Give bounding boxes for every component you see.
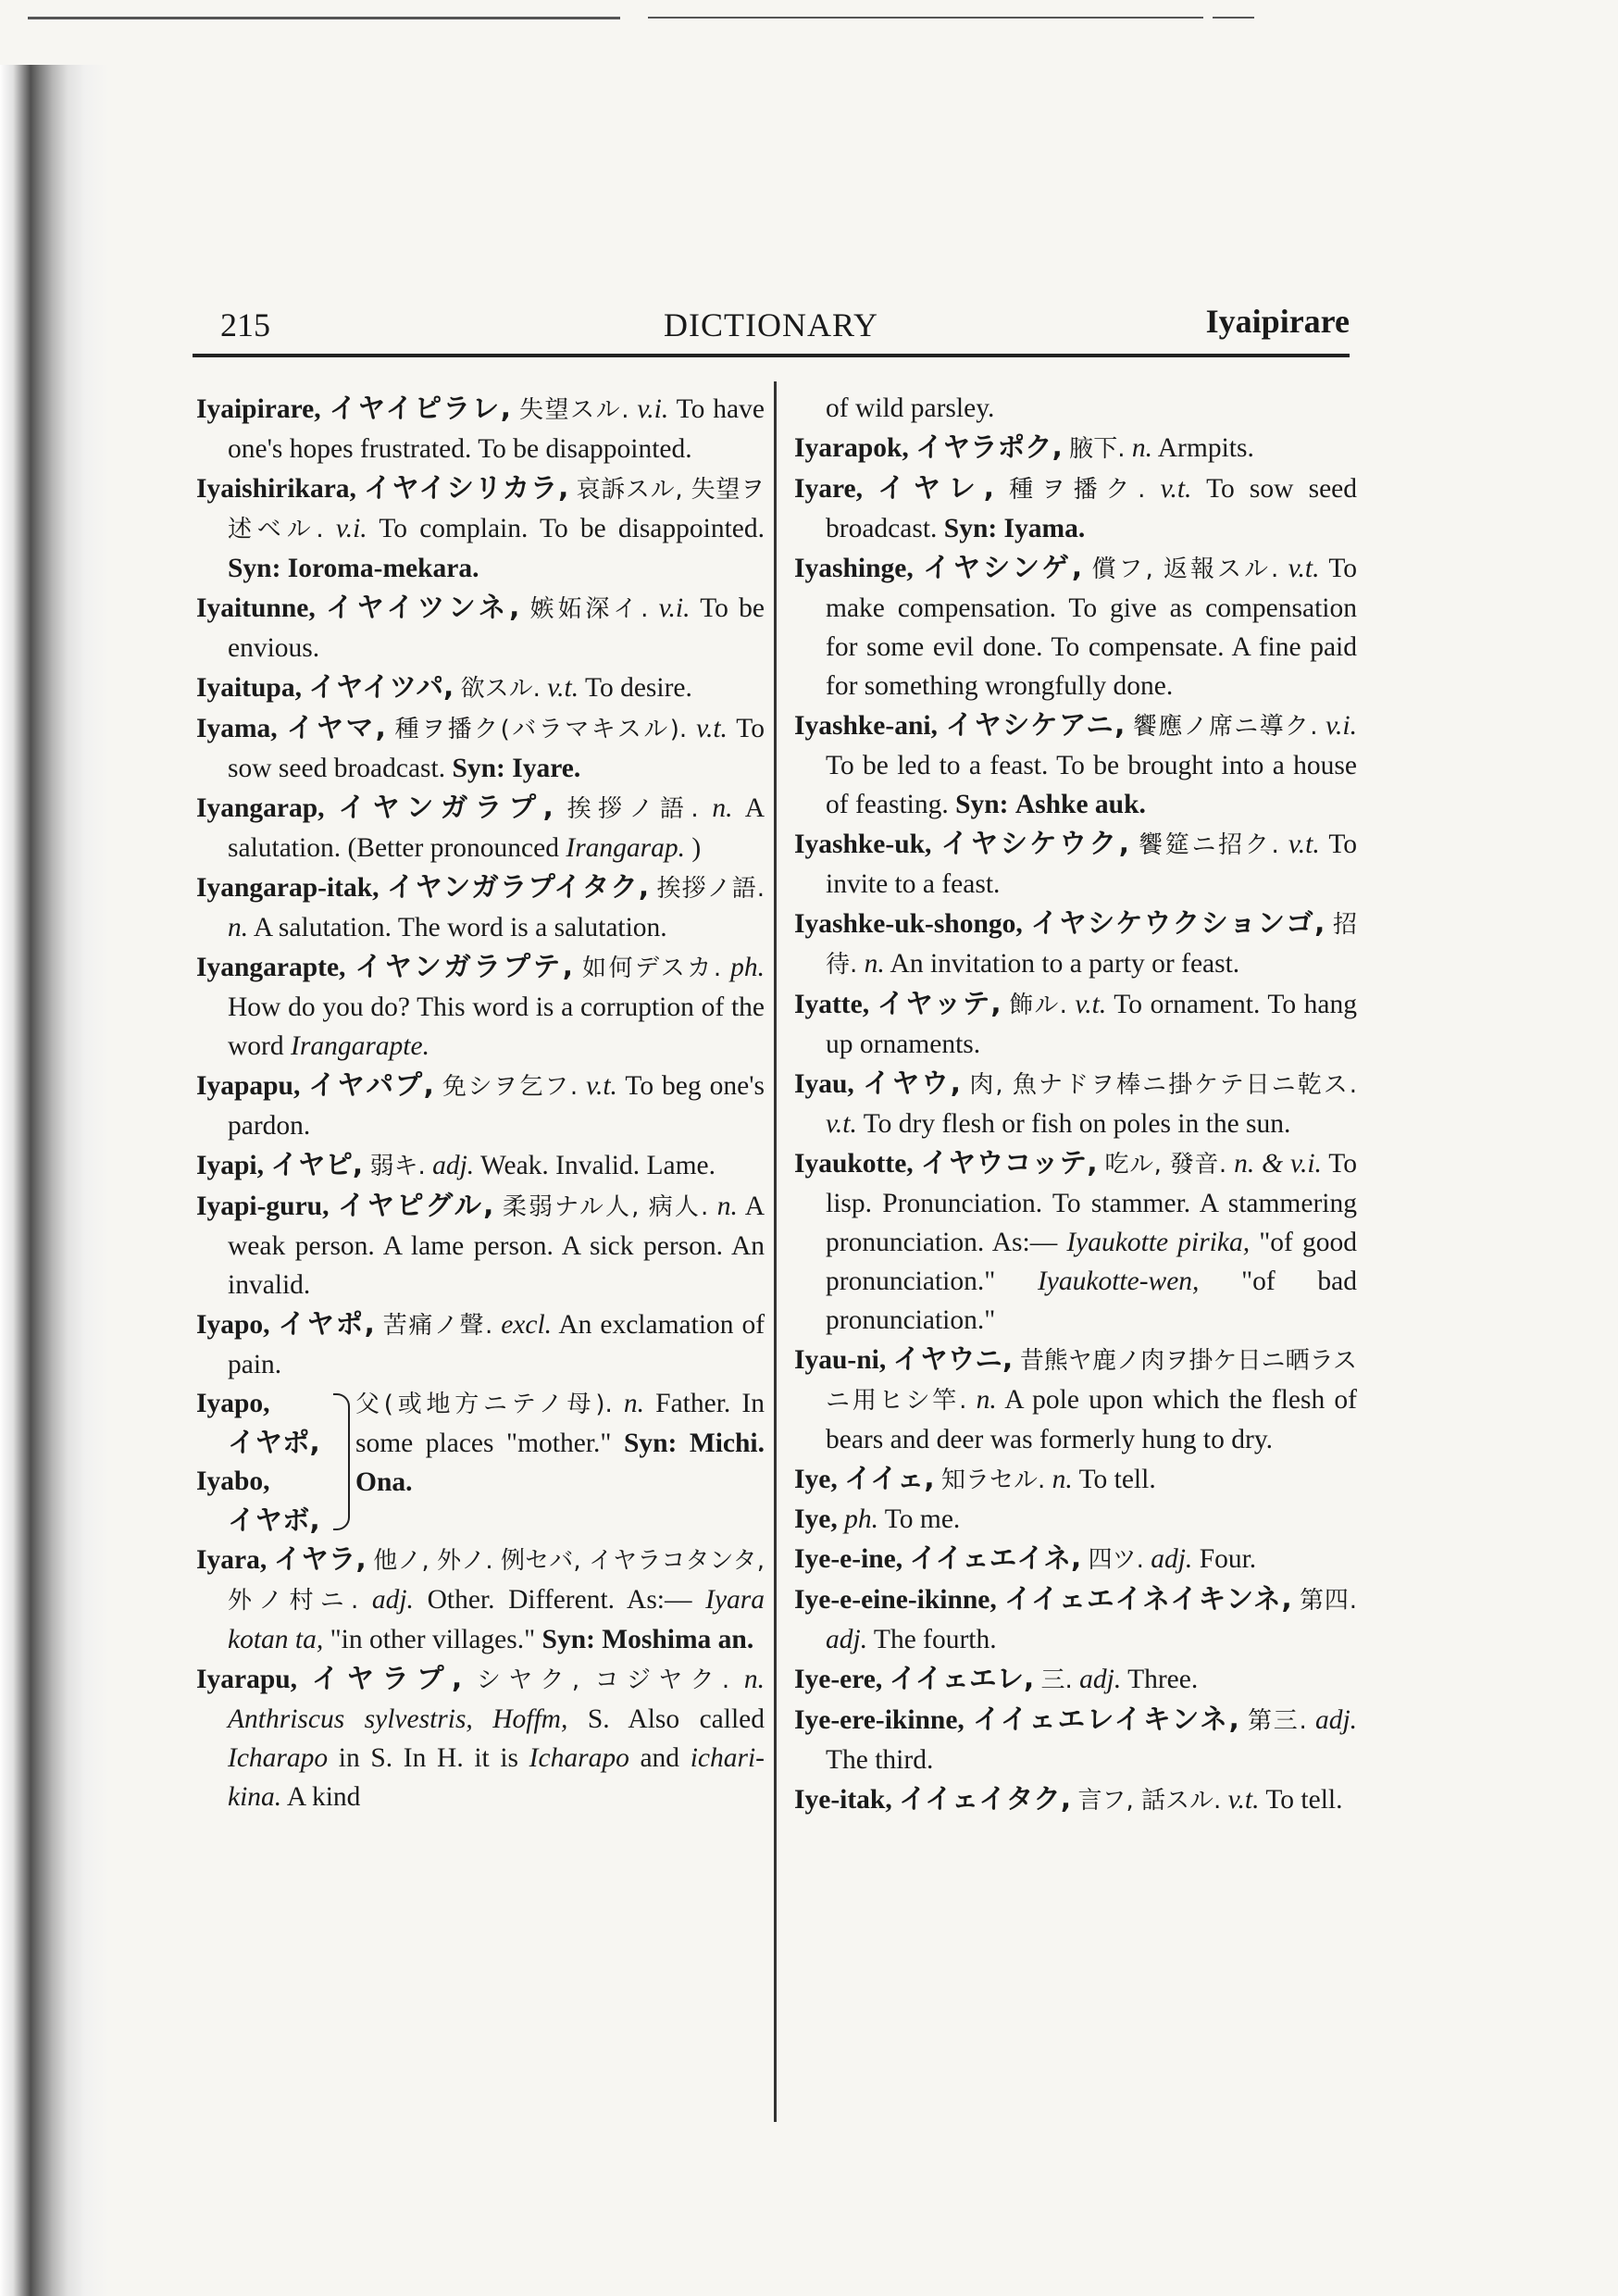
headword: Iyarapu, — [196, 1665, 298, 1694]
definition: To sow seed broadcast. — [228, 714, 765, 783]
dictionary-entry — [196, 1145, 765, 1186]
headword: Iyau-ni, — [794, 1345, 887, 1375]
headword-kana: イヤシンゲ, — [923, 552, 1083, 583]
headword: Iye-ere-ikinne, — [794, 1705, 965, 1735]
headword: Iye, — [794, 1504, 838, 1534]
kanji-gloss: 四ツ. — [1088, 1546, 1144, 1574]
definition: A salutation. (Better pronounced — [228, 793, 765, 863]
headword-kana: イヤピグル, — [337, 1190, 494, 1221]
headword: Iyaitunne, — [196, 593, 316, 623]
dictionary-entry — [794, 1064, 1357, 1143]
headword: Iyapapu, — [196, 1071, 301, 1101]
dictionary-entry — [196, 588, 765, 668]
part-of-speech: ph. — [844, 1504, 878, 1534]
definition-continued: of wild parsley. — [826, 393, 995, 423]
part-of-speech: v.t. — [1075, 990, 1107, 1019]
headword: Iyarapok, — [794, 433, 909, 463]
kanji-gloss: 種ヲ播ク. — [1009, 476, 1146, 504]
part-of-speech: v.i. — [658, 593, 691, 623]
italic-term: Anthriscus sylvestris, Hoffm, — [228, 1704, 568, 1734]
kanji-gloss: 第三. — [1247, 1707, 1307, 1735]
headword-kana: イイェイタク, — [899, 1783, 1072, 1815]
part-of-speech: v.t. — [1288, 554, 1320, 583]
headword-kana: イヤポ, — [228, 1427, 320, 1458]
part-of-speech: n. — [743, 1665, 765, 1694]
definition: To dry flesh or fish on poles in the sun. — [863, 1109, 1291, 1139]
synonym-label: Syn: — [541, 1625, 595, 1654]
headword-kana: イヤイツパ, — [308, 671, 454, 703]
kanji-gloss: 吃ル, 發音. — [1104, 1151, 1227, 1179]
italic-term: Icharapo — [228, 1743, 329, 1773]
part-of-speech: v.t. — [547, 673, 579, 703]
definition: Four. — [1199, 1544, 1257, 1574]
kanji-gloss: 饗應ノ席ニ導ク. — [1133, 713, 1318, 741]
headword-kana: イイェエレイキンネ, — [972, 1703, 1239, 1735]
definition: A pole upon which the flesh of bears and deer was formerly hung to dry. — [826, 1385, 1358, 1454]
definition: "of good pronunciation." — [826, 1228, 1357, 1296]
synonym: Iyama. — [1003, 514, 1086, 543]
headword: Iye-e-eine-ikinne, — [794, 1585, 997, 1615]
headword: Iyaukotte, — [794, 1149, 914, 1179]
kanji-gloss: 父(或地方ニテノ母). — [355, 1391, 613, 1418]
headword-kana: イヤイシリカラ, — [364, 472, 569, 504]
top-edge-rule — [28, 17, 620, 19]
part-of-speech: n. — [228, 913, 249, 942]
kanji-gloss: 肉, 魚ナドヲ棒ニ掛ケテ日ニ乾ス. — [969, 1071, 1357, 1099]
dictionary-entry — [196, 1540, 765, 1659]
part-of-speech: n. — [1052, 1465, 1073, 1494]
kanji-gloss: シヤク, コジヤク. — [476, 1666, 730, 1694]
dictionary-entry — [196, 1186, 765, 1304]
headword: Iye-ere, — [794, 1665, 883, 1694]
dictionary-entry — [196, 1304, 765, 1384]
kanji-gloss: 飾ル. — [1009, 992, 1067, 1019]
page-number: 215 — [220, 306, 270, 343]
headword-kana: イヤラポク, — [915, 431, 1063, 463]
dictionary-entry — [794, 428, 1357, 468]
headword-kana: イイェエイネイキンネ, — [1004, 1583, 1292, 1615]
part-of-speech: n. & v.i. — [1234, 1149, 1322, 1179]
headword: Iyaishirikara, — [196, 474, 356, 504]
definition: A weak person. A lame person. A sick person. An invalid. — [228, 1192, 765, 1300]
headword: Iyashke-uk-shongo, — [794, 909, 1023, 939]
headword: Iyaipirare, — [196, 394, 321, 424]
headword-kana: イヤシケアニ, — [945, 709, 1126, 741]
definition: "in other villages." — [330, 1625, 536, 1654]
kanji-gloss: 腋下. — [1069, 435, 1126, 463]
part-of-speech: adj. — [371, 1585, 414, 1615]
headword-kana: イヤポ, — [278, 1308, 375, 1340]
synonym: Michi. Ona. — [355, 1429, 765, 1497]
part-of-speech: adj. — [1079, 1665, 1122, 1694]
headword-kana: イヤマ, — [286, 712, 386, 743]
top-edge-rule — [648, 17, 1203, 19]
kanji-gloss: 第四. — [1300, 1587, 1358, 1615]
headword-kana: イヤイツンネ, — [325, 592, 520, 623]
headword-kana: イヤイピラレ, — [329, 393, 511, 424]
dictionary-entry — [794, 1539, 1357, 1579]
group-headwords — [196, 1384, 333, 1540]
headword-kana: イヤラ, — [273, 1543, 367, 1575]
definition: "of bad pronunciation." — [826, 1267, 1358, 1335]
headword-kana: イヤラプ, — [311, 1663, 463, 1694]
kanji-gloss: 柔弱ナル人, 病人. — [502, 1193, 709, 1221]
headword: Iyapo, — [196, 1389, 270, 1418]
headword: Iyaitupa, — [196, 673, 302, 703]
part-of-speech: n. — [1131, 433, 1152, 463]
running-header — [193, 298, 1350, 354]
part-of-speech: v.t. — [586, 1071, 617, 1101]
dictionary-entry — [794, 1340, 1357, 1459]
headword: Iyashinge, — [794, 554, 914, 583]
kanji-gloss: 失望スル. — [518, 396, 629, 424]
dictionary-entry — [196, 867, 765, 947]
definition: and — [640, 1743, 680, 1773]
part-of-speech: adj. — [1314, 1705, 1358, 1735]
italic-term: Iyaukotte pirika, — [1066, 1228, 1251, 1257]
definition: ) — [691, 833, 702, 863]
headword: Iye-itak, — [794, 1785, 892, 1815]
definition: To complain. To be disappointed. — [379, 514, 765, 543]
definition: To sow seed broadcast. — [826, 474, 1358, 543]
part-of-speech: adj. — [432, 1151, 475, 1180]
dictionary-entry — [794, 1700, 1357, 1779]
headword-kana: イイェ, — [844, 1463, 935, 1494]
part-of-speech: ph. — [730, 953, 765, 982]
group-definition — [355, 1384, 765, 1540]
dictionary-entry — [794, 1659, 1357, 1700]
definition: To me. — [884, 1504, 961, 1534]
headword: Iyangarapte, — [196, 953, 346, 982]
definition: To be led to a feast. To be brought into a house of feasting. — [826, 751, 1357, 819]
dictionary-entry — [794, 1579, 1357, 1659]
part-of-speech: n. — [976, 1385, 997, 1415]
definition: To beg one's pardon. — [228, 1071, 765, 1141]
dictionary-entry — [794, 1500, 1357, 1539]
synonym-label: Syn: — [943, 514, 998, 543]
kanji-gloss: 招待. — [826, 911, 1357, 979]
part-of-speech: v.i. — [1326, 711, 1358, 741]
kanji-gloss: 挨拶ノ語. — [566, 795, 699, 823]
headword-kana: イヤピ, — [270, 1149, 364, 1180]
kanji-gloss: 饗筵ニ招ク. — [1139, 831, 1279, 859]
kanji-gloss: 欲スル. — [460, 675, 541, 703]
definition: A salutation. The word is a salutation. — [253, 913, 667, 942]
dictionary-entry — [794, 548, 1357, 705]
guide-word: Iyaipirare — [1205, 303, 1350, 340]
headword: Iyatte, — [794, 990, 870, 1019]
headword-kana: イヤボ, — [228, 1504, 320, 1536]
definition: The fourth. — [873, 1625, 997, 1654]
headword: Iyau, — [794, 1069, 854, 1099]
right-column — [794, 389, 1357, 1820]
column-divider — [774, 381, 777, 2122]
part-of-speech: n. — [716, 1192, 738, 1221]
kanji-gloss: 嫉妬深イ. — [529, 595, 649, 623]
dictionary-entry — [196, 668, 765, 708]
headword-kana: イイェエレ, — [889, 1663, 1035, 1694]
definition: To desire. — [584, 673, 692, 703]
definition: Armpits. — [1157, 433, 1254, 463]
kanji-gloss: 他ノ, 外ノ. 例セバ, イヤラコタンタ, 外ノ村ニ. — [228, 1547, 765, 1615]
headword: Iye, — [794, 1465, 838, 1494]
top-edge-rule — [1213, 17, 1254, 19]
kanji-gloss: 免シヲ乞フ. — [442, 1073, 579, 1101]
italic-term: Irangarapte. — [291, 1031, 429, 1061]
definition: To have one's hopes frustrated. To be disappointed. — [228, 394, 765, 464]
synonym-label: Syn: — [228, 554, 281, 583]
part-of-speech: v.t. — [826, 1109, 857, 1139]
dictionary-entry — [196, 708, 765, 788]
headword-kana: イヤッテ, — [877, 988, 1002, 1019]
running-title: DICTIONARY — [664, 306, 878, 343]
headword-kana: イヤウニ, — [892, 1343, 1014, 1375]
headword-kana: イヤウコッテ, — [920, 1147, 1098, 1179]
headword: Iyama, — [196, 714, 278, 743]
definition: An exclamation of pain. — [228, 1310, 765, 1379]
part-of-speech: excl. — [501, 1310, 553, 1340]
kanji-gloss: 哀訴スル, 失望ヲ述ベル. — [228, 476, 765, 543]
kanji-gloss: 昔熊ヤ鹿ノ肉ヲ掛ケ日ニ晒ラスニ用ヒシ竿. — [826, 1347, 1357, 1415]
headword: Iye-e-ine, — [794, 1544, 903, 1574]
part-of-speech: v.t. — [696, 714, 728, 743]
headword: Iyare, — [794, 474, 864, 504]
part-of-speech: n. — [712, 793, 733, 823]
definition: S. Also called — [587, 1704, 765, 1734]
dictionary-entry — [794, 1459, 1357, 1500]
definition: To tell. — [1265, 1785, 1343, 1815]
dictionary-entry — [196, 389, 765, 468]
part-of-speech: n. — [623, 1389, 645, 1418]
definition: An invitation to a party or feast. — [890, 949, 1240, 979]
definition: To tell. — [1078, 1465, 1156, 1494]
part-of-speech: adj. — [1151, 1544, 1193, 1574]
italic-term: ichari-kina. — [228, 1743, 765, 1812]
headword: Iyashke-uk, — [794, 830, 932, 859]
dictionary-entry — [794, 1779, 1357, 1820]
headword-kana: イヤパプ, — [308, 1069, 434, 1101]
headword: Iyara, — [196, 1545, 268, 1575]
dictionary-entry — [794, 984, 1357, 1064]
left-column — [196, 389, 765, 1816]
dictionary-entry — [794, 468, 1357, 548]
definition: Weak. Invalid. Lame. — [480, 1151, 716, 1180]
dictionary-entry — [794, 705, 1357, 824]
headword-kana: イヤシケウク, — [940, 828, 1129, 859]
dictionary-entry — [196, 468, 765, 588]
kanji-gloss: 種ヲ播ク(バラマキスル). — [394, 716, 688, 743]
synonym-label: Syn: — [955, 790, 1009, 819]
dictionary-entry — [196, 1066, 765, 1145]
italic-term: Irangarap. — [566, 833, 686, 863]
definition: in S. In H. it is — [338, 1743, 519, 1773]
headword-kana: イヤウ, — [863, 1067, 961, 1099]
part-of-speech: n. — [864, 949, 885, 979]
dictionary-entry — [794, 1143, 1357, 1340]
kanji-gloss: 苦痛ノ聲. — [382, 1312, 493, 1340]
kanji-gloss: 言フ, 話スル. — [1077, 1787, 1222, 1815]
headword: Iyapo, — [196, 1310, 270, 1340]
italic-term: Icharapo — [529, 1743, 629, 1773]
book-binding-shadow — [0, 65, 109, 2296]
headword: Iyapi, — [196, 1151, 264, 1180]
definition: A kind — [286, 1782, 361, 1812]
headword-kana: イヤシケウクションゴ, — [1030, 907, 1326, 939]
italic-term: Iyaukotte-wen, — [1037, 1267, 1200, 1296]
dictionary-entry — [196, 947, 765, 1066]
definition: Father. In some places "mother." — [355, 1389, 765, 1458]
definition: To lisp. Pronunciation. To stammer. A stammering pronunciation. As:— — [826, 1149, 1358, 1257]
headword-kana: イヤンガラプ, — [338, 792, 554, 823]
kanji-gloss: 三. — [1040, 1666, 1073, 1694]
kanji-gloss: 弱キ. — [369, 1153, 426, 1180]
header-rule — [193, 354, 1350, 357]
part-of-speech: v.t. — [1288, 830, 1320, 859]
italic-term: Iyara kotan ta, — [228, 1585, 765, 1654]
definition: The third. — [826, 1745, 934, 1775]
headword-kana: イヤンガラプイタク, — [386, 871, 650, 903]
headword-kana: イヤレ, — [877, 472, 994, 504]
synonym: Ioroma-mekara. — [287, 554, 479, 583]
definition: Other. Different. As:— — [427, 1585, 692, 1615]
synonym: Iyare. — [512, 754, 581, 783]
definition: To be envious. — [228, 593, 765, 663]
headword: Iyangarap, — [196, 793, 325, 823]
dictionary-entry — [196, 1659, 765, 1816]
part-of-speech: v.i. — [335, 514, 367, 543]
kanji-gloss: 如何デスカ. — [581, 955, 722, 982]
kanji-gloss: 挨拶ノ語. — [656, 875, 765, 903]
definition: Three. — [1127, 1665, 1199, 1694]
part-of-speech: v.t. — [1160, 474, 1192, 504]
synonym: Moshima an. — [602, 1625, 754, 1654]
entry-iyapo-iyabo — [196, 1384, 765, 1540]
entry-continuation — [794, 389, 1357, 428]
part-of-speech: v.i. — [637, 394, 669, 424]
definition: To make compensation. To give as compensation for some evil done. To compensate. A fine paid for something wrongfully done. — [826, 554, 1358, 701]
headword: Iyapi-guru, — [196, 1192, 330, 1221]
definition: To invite to a feast. — [826, 830, 1358, 899]
dictionary-entry — [794, 824, 1357, 904]
definition: How do you do? This word is a corruption of the word — [228, 992, 765, 1061]
headword: Iyabo, — [196, 1466, 270, 1496]
headword: Iyashke-ani, — [794, 711, 938, 741]
headword: Iyangarap-itak, — [196, 873, 380, 903]
part-of-speech: adj. — [826, 1625, 868, 1654]
dictionary-entry — [196, 788, 765, 867]
kanji-gloss: 知ラセル. — [940, 1466, 1046, 1494]
synonym-label: Syn: — [452, 754, 505, 783]
dictionary-entry — [794, 904, 1357, 984]
headword-kana: イヤンガラプテ, — [355, 951, 573, 982]
curly-brace — [333, 1393, 350, 1530]
synonym-label: Syn: — [623, 1429, 678, 1458]
synonym: Ashke auk. — [1014, 790, 1146, 819]
kanji-gloss: 償フ, 返報スル. — [1091, 555, 1279, 583]
definition: To ornament. To hang up ornaments. — [826, 990, 1357, 1059]
headword-kana: イイェエイネ, — [909, 1542, 1082, 1574]
part-of-speech: v.t. — [1227, 1785, 1260, 1815]
